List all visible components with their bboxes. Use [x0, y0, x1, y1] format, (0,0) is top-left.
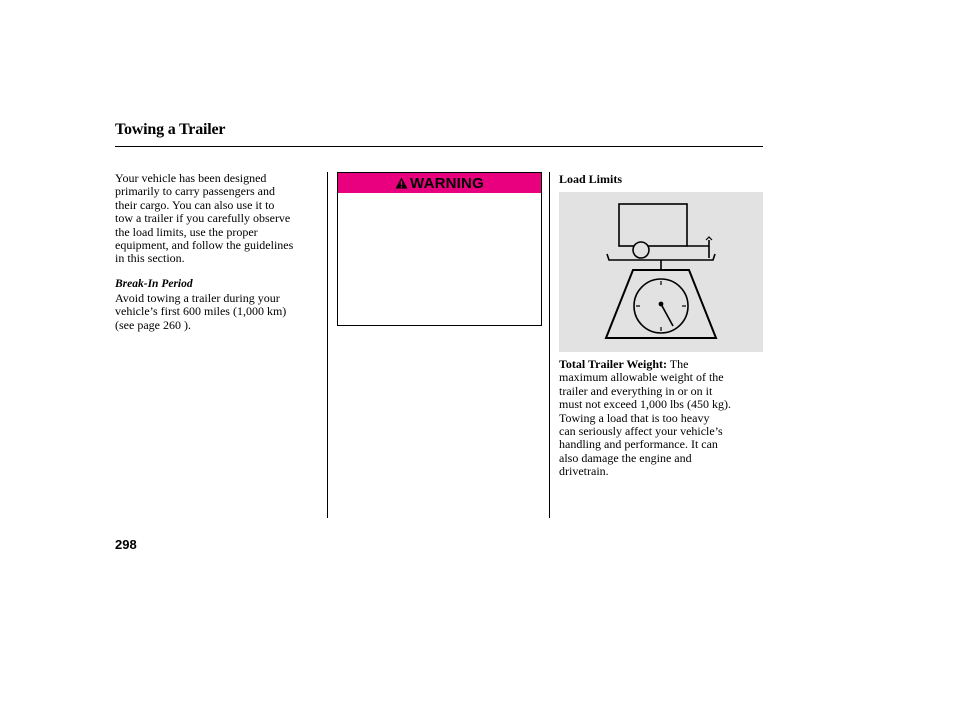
intro-line: equipment, and follow the guidelines	[115, 238, 294, 253]
total-line: can seriously affect your vehicle’s	[559, 424, 723, 439]
total-line: maximum allowable weight of the	[559, 370, 724, 385]
warning-header	[338, 173, 541, 193]
warning-box	[337, 172, 542, 326]
total-line: handling and performance. It can	[559, 437, 718, 452]
break-in-line: vehicle’s first 600 miles (1,000 km)	[115, 304, 287, 319]
intro-line: the load limits, use the proper	[115, 224, 258, 239]
load-limits-heading: Load Limits	[559, 172, 623, 186]
column-divider-right	[549, 172, 550, 518]
total-line: trailer and everything in or on it	[559, 383, 713, 398]
intro-line: primarily to carry passengers and	[115, 184, 275, 199]
page-number: 298	[115, 537, 137, 552]
title-divider	[115, 146, 763, 147]
break-in-line: (see page 260 ).	[115, 317, 191, 332]
total-line: drivetrain.	[559, 464, 609, 479]
column-divider-left	[327, 172, 328, 518]
total-trailer-weight-label: Total Trailer Weight:	[559, 357, 668, 371]
intro-paragraph	[115, 172, 325, 266]
total-line: must not exceed 1,000 lbs (450 kg).	[559, 397, 731, 412]
total-line: also damage the engine and	[559, 450, 692, 465]
warning-triangle-icon	[395, 177, 408, 189]
intro-line: in this section.	[115, 251, 185, 266]
break-in-line: Avoid towing a trailer during your	[115, 291, 280, 305]
break-in-heading: Break-In Period	[115, 278, 193, 290]
total-trailer-weight-paragraph	[559, 358, 759, 479]
break-in-paragraph	[115, 292, 325, 332]
intro-line: tow a trailer if you carefully observe	[115, 211, 291, 226]
intro-line: Your vehicle has been designed	[115, 171, 267, 185]
trailer-on-scale-icon	[559, 192, 763, 352]
page-title: Towing a Trailer	[115, 121, 226, 138]
intro-line: their cargo. You can also use it to	[115, 197, 275, 212]
total-line: Towing a load that is too heavy	[559, 410, 710, 425]
warning-label: WARNING	[410, 174, 484, 192]
total-first-text: The	[667, 357, 689, 371]
total-first-line	[559, 358, 759, 371]
